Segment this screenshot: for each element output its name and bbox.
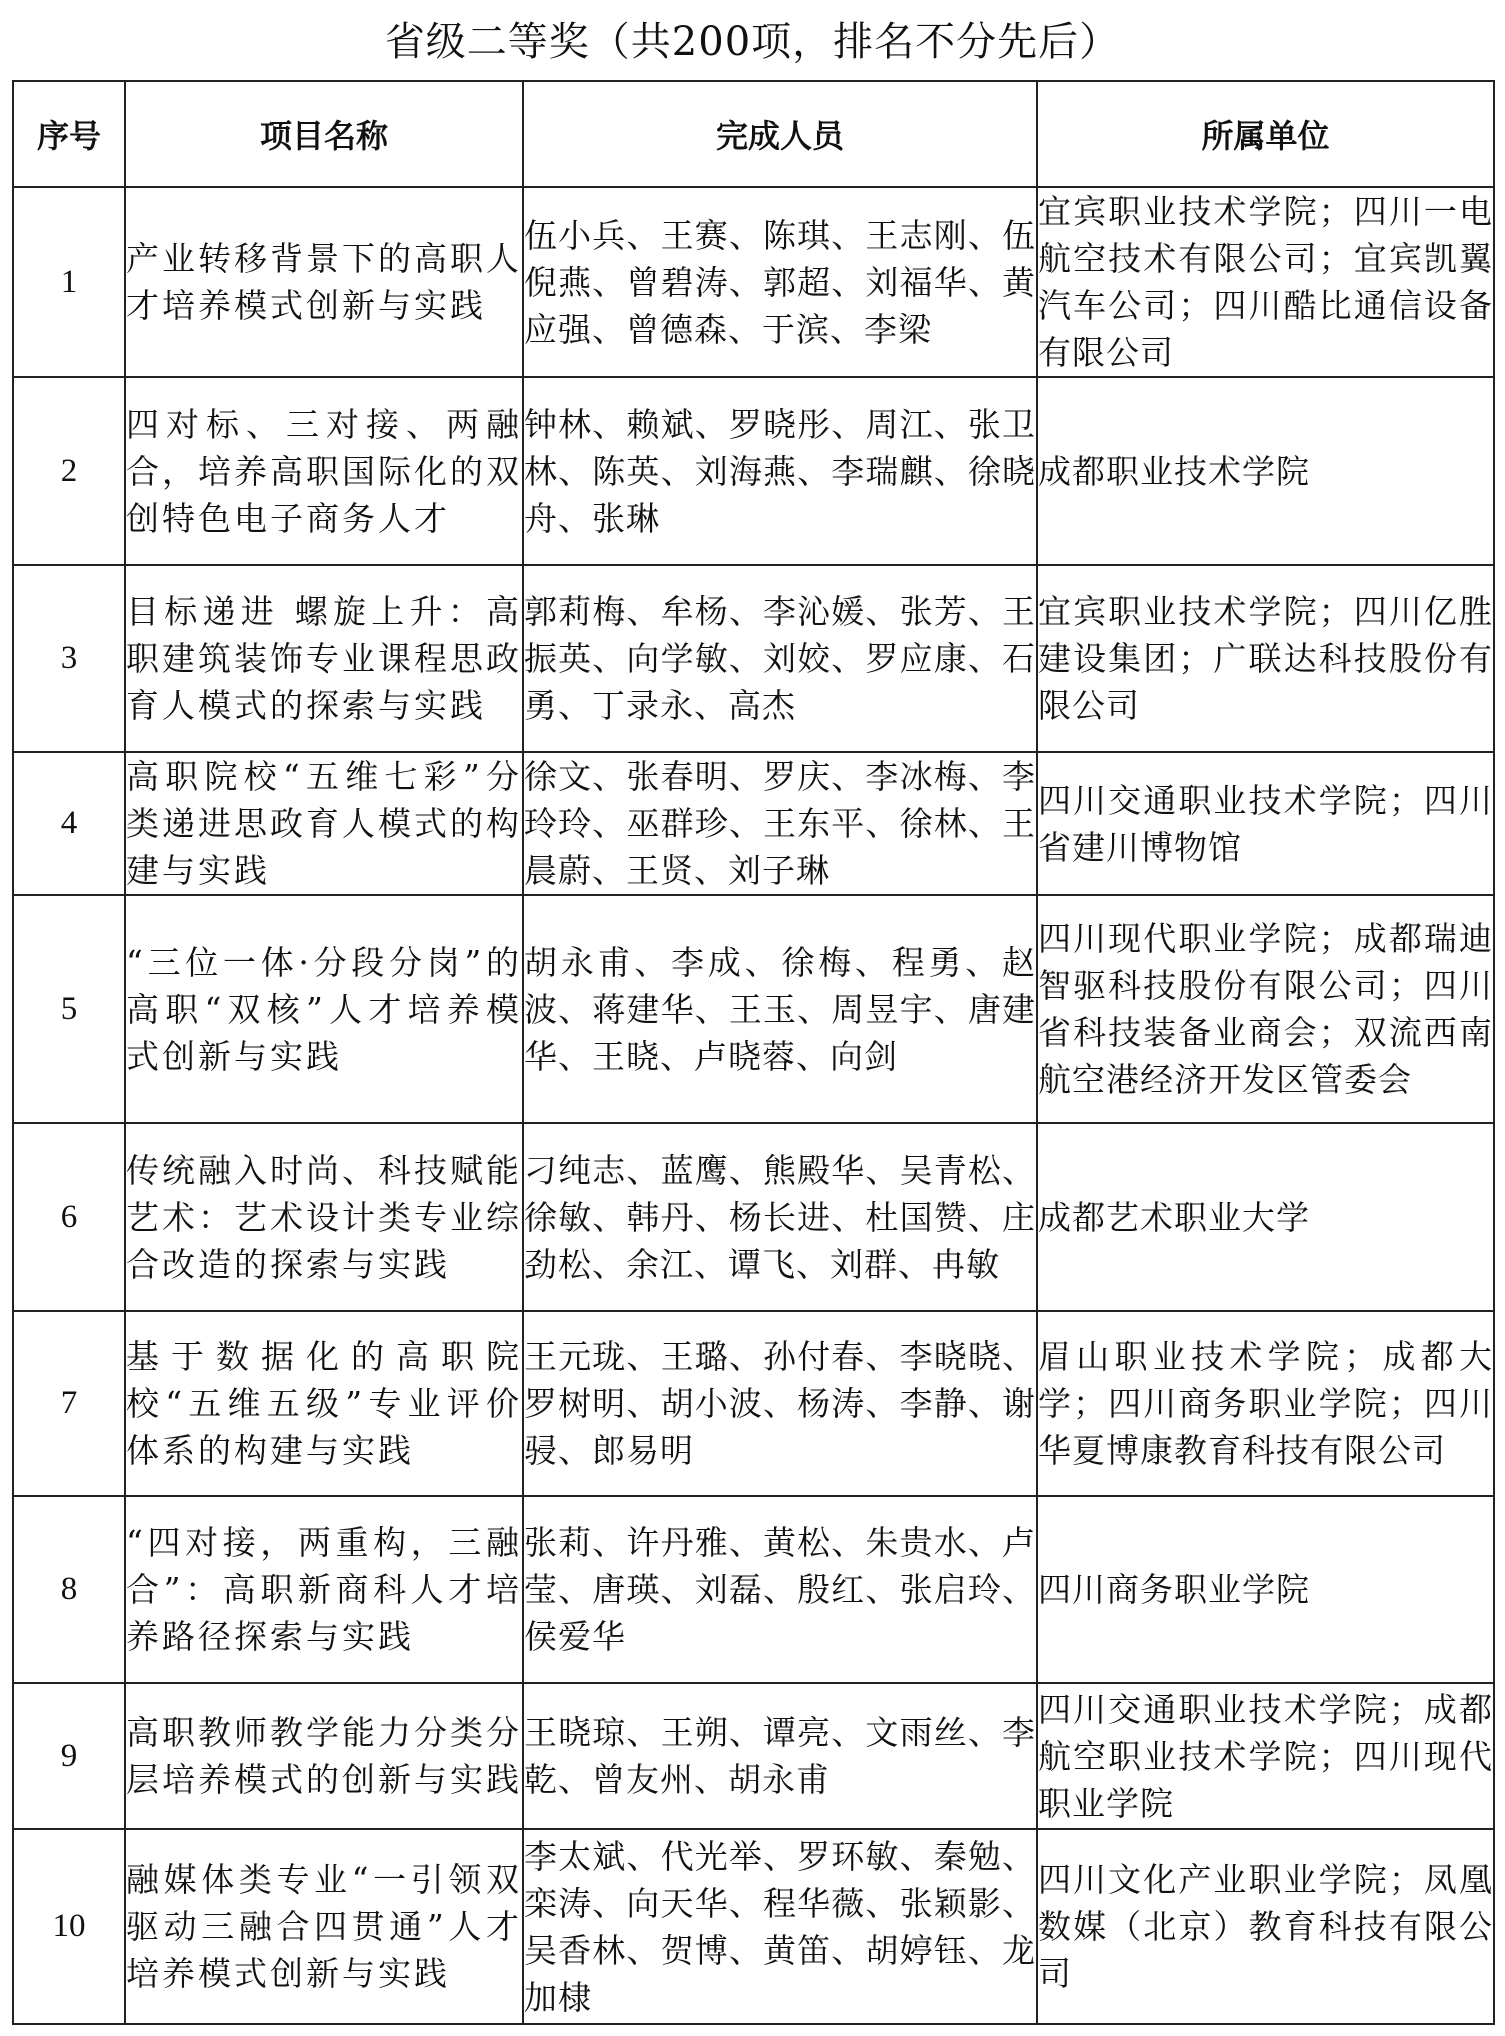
header-members: 完成人员 <box>523 81 1037 187</box>
affiliation: 四川交通职业技术学院；成都航空职业技术学院；四川现代职业学院 <box>1037 1683 1494 1829</box>
project-name: 四对标、三对接、两融合，培养高职国际化的双创特色电子商务人才 <box>125 377 523 565</box>
header-no: 序号 <box>13 81 125 187</box>
team-members: 李太斌、代光举、罗环敏、秦勉、栾涛、向天华、程华薇、张颖影、吴香林、贺博、黄笛、胡婷钰、龙加棣 <box>523 1829 1037 2024</box>
table-row <box>13 1311 1494 1496</box>
row-number: 5 <box>13 895 125 1123</box>
table-row <box>13 1683 1494 1829</box>
table-row <box>13 565 1494 752</box>
team-members: 钟林、赖斌、罗晓彤、周江、张卫林、陈英、刘海燕、李瑞麒、徐晓舟、张琳 <box>523 377 1037 565</box>
project-name: 基于数据化的高职院校“五维五级”专业评价体系的构建与实践 <box>125 1311 523 1496</box>
row-number: 6 <box>13 1123 125 1311</box>
affiliation: 宜宾职业技术学院；四川一电航空技术有限公司；宜宾凯翼汽车公司；四川酷比通信设备有限公司 <box>1037 187 1494 377</box>
project-name: 传统融入时尚、科技赋能艺术：艺术设计类专业综合改造的探索与实践 <box>125 1123 523 1311</box>
team-members: 伍小兵、王赛、陈琪、王志刚、伍倪燕、曾碧涛、郭超、刘福华、黄应强、曾德森、于滨、李梁 <box>523 187 1037 377</box>
affiliation: 四川现代职业学院；成都瑞迪智驱科技股份有限公司；四川省科技装备业商会；双流西南航空港经济开发区管委会 <box>1037 895 1494 1123</box>
project-name: “三位一体·分段分岗”的高职“双核”人才培养模式创新与实践 <box>125 895 523 1123</box>
affiliation: 四川文化产业职业学院；凤凰数媒（北京）教育科技有限公司 <box>1037 1829 1494 2024</box>
team-members: 张莉、许丹雅、黄松、朱贵水、卢莹、唐瑛、刘磊、殷红、张启玲、侯爱华 <box>523 1496 1037 1683</box>
row-number: 8 <box>13 1496 125 1683</box>
team-members: 王晓琼、王朔、谭亮、文雨丝、李乾、曾友州、胡永甫 <box>523 1683 1037 1829</box>
row-number: 10 <box>13 1829 125 2024</box>
table-row <box>13 187 1494 377</box>
team-members: 胡永甫、李成、徐梅、程勇、赵波、蒋建华、王玉、周昱宇、唐建华、王晓、卢晓蓉、向剑 <box>523 895 1037 1123</box>
project-name: 产业转移背景下的高职人才培养模式创新与实践 <box>125 187 523 377</box>
team-members: 王元珑、王璐、孙付春、李晓晓、罗树明、胡小波、杨涛、李静、谢骎、郎易明 <box>523 1311 1037 1496</box>
table-row <box>13 895 1494 1123</box>
affiliation: 四川交通职业技术学院；四川省建川博物馆 <box>1037 752 1494 895</box>
affiliation: 成都职业技术学院 <box>1037 377 1494 565</box>
award-table <box>12 80 1495 2025</box>
row-number: 2 <box>13 377 125 565</box>
project-name: 高职院校“五维七彩”分类递进思政育人模式的构建与实践 <box>125 752 523 895</box>
row-number: 1 <box>13 187 125 377</box>
row-number: 4 <box>13 752 125 895</box>
table-row <box>13 1123 1494 1311</box>
header-unit: 所属单位 <box>1037 81 1494 187</box>
team-members: 郭莉梅、牟杨、李沁媛、张芳、王振英、向学敏、刘姣、罗应康、石勇、丁录永、高杰 <box>523 565 1037 752</box>
page-title: 省级二等奖（共200项，排名不分先后） <box>384 19 1121 65</box>
project-name: “四对接，两重构，三融合”：高职新商科人才培养路径探索与实践 <box>125 1496 523 1683</box>
row-number: 3 <box>13 565 125 752</box>
table-row <box>13 1496 1494 1683</box>
project-name: 目标递进 螺旋上升：高职建筑装饰专业课程思政育人模式的探索与实践 <box>125 565 523 752</box>
affiliation: 眉山职业技术学院；成都大学；四川商务职业学院；四川华夏博康教育科技有限公司 <box>1037 1311 1494 1496</box>
header-row <box>13 81 1494 187</box>
affiliation: 成都艺术职业大学 <box>1037 1123 1494 1311</box>
team-members: 徐文、张春明、罗庆、李冰梅、李玲玲、巫群珍、王东平、徐林、王晨蔚、王贤、刘子琳 <box>523 752 1037 895</box>
table-row <box>13 752 1494 895</box>
affiliation: 宜宾职业技术学院；四川亿胜建设集团；广联达科技股份有限公司 <box>1037 565 1494 752</box>
affiliation: 四川商务职业学院 <box>1037 1496 1494 1683</box>
table-row <box>13 1829 1494 2024</box>
team-members: 刁纯志、蓝鹰、熊殿华、吴青松、徐敏、韩丹、杨长进、杜国赞、庄劲松、余江、谭飞、刘群、冉敏 <box>523 1123 1037 1311</box>
header-name: 项目名称 <box>125 81 523 187</box>
project-name: 高职教师教学能力分类分层培养模式的创新与实践 <box>125 1683 523 1829</box>
table-row <box>13 377 1494 565</box>
project-name: 融媒体类专业“一引领双驱动三融合四贯通”人才培养模式创新与实践 <box>125 1829 523 2024</box>
row-number: 7 <box>13 1311 125 1496</box>
row-number: 9 <box>13 1683 125 1829</box>
